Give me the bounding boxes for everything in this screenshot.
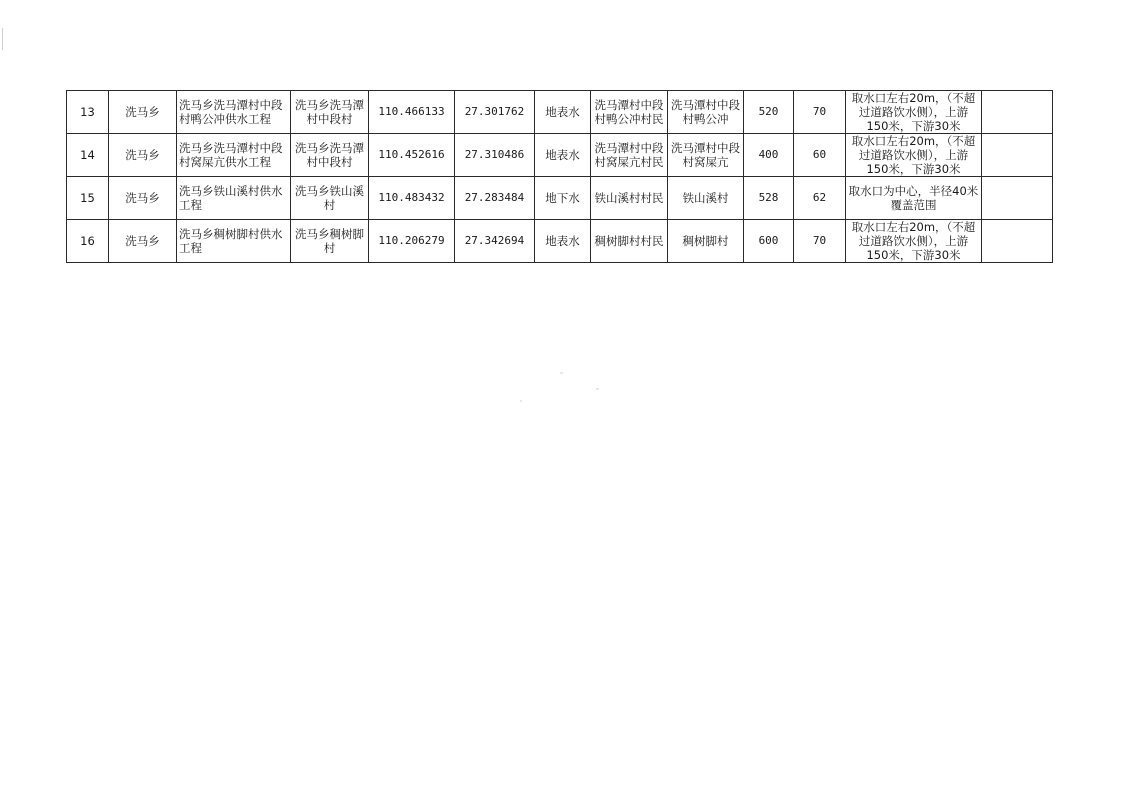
cell-served: 洗马潭村中段村窝屎亢村民 [591, 134, 668, 177]
cell-village: 铁山溪村 [668, 177, 744, 220]
cell-no: 16 [67, 220, 109, 263]
table-body [67, 91, 1053, 263]
cell-value-b: 70 [794, 220, 846, 263]
table-row [67, 220, 1053, 263]
scan-edge-mark [2, 28, 3, 50]
cell-value-b: 62 [794, 177, 846, 220]
cell-protection: 取水口为中心，半径40米覆盖范围 [846, 177, 982, 220]
cell-served: 稠树脚村村民 [591, 220, 668, 263]
cell-township: 洗马乡 [109, 177, 177, 220]
cell-value-a: 400 [744, 134, 794, 177]
cell-project: 洗马乡洗马潭村中段村窝屎亢供水工程 [177, 134, 291, 177]
cell-longitude: 110.206279 [369, 220, 455, 263]
cell-no: 14 [67, 134, 109, 177]
cell-value-a: 528 [744, 177, 794, 220]
cell-served: 铁山溪村村民 [591, 177, 668, 220]
water-source-table [66, 90, 1053, 263]
cell-township: 洗马乡 [109, 91, 177, 134]
cell-longitude: 110.452616 [369, 134, 455, 177]
cell-water-type: 地表水 [535, 220, 591, 263]
cell-water-type: 地表水 [535, 134, 591, 177]
table-row [67, 134, 1053, 177]
cell-village: 洗马潭村中段村窝屎亢 [668, 134, 744, 177]
cell-value-b: 70 [794, 91, 846, 134]
cell-location: 洗马乡铁山溪村 [291, 177, 369, 220]
cell-township: 洗马乡 [109, 220, 177, 263]
table-row [67, 91, 1053, 134]
cell-protection: 取水口左右20m，（不超过道路饮水侧），上游150米，下游30米 [846, 134, 982, 177]
cell-longitude: 110.466133 [369, 91, 455, 134]
table-row [67, 177, 1053, 220]
cell-latitude: 27.301762 [455, 91, 535, 134]
cell-township: 洗马乡 [109, 134, 177, 177]
cell-value-b: 60 [794, 134, 846, 177]
cell-remark [982, 91, 1053, 134]
cell-value-a: 600 [744, 220, 794, 263]
cell-protection: 取水口左右20m，（不超过道路饮水侧），上游150米，下游30米 [846, 91, 982, 134]
cell-remark [982, 134, 1053, 177]
cell-project: 洗马乡铁山溪村供水工程 [177, 177, 291, 220]
cell-project: 洗马乡洗马潭村中段村鸭公冲供水工程 [177, 91, 291, 134]
cell-location: 洗马乡稠树脚村 [291, 220, 369, 263]
cell-longitude: 110.483432 [369, 177, 455, 220]
cell-latitude: 27.310486 [455, 134, 535, 177]
cell-latitude: 27.342694 [455, 220, 535, 263]
cell-remark [982, 220, 1053, 263]
cell-no: 13 [67, 91, 109, 134]
cell-value-a: 520 [744, 91, 794, 134]
cell-project: 洗马乡稠树脚村供水工程 [177, 220, 291, 263]
cell-water-type: 地下水 [535, 177, 591, 220]
cell-no: 15 [67, 177, 109, 220]
cell-water-type: 地表水 [535, 91, 591, 134]
scan-speck [596, 388, 599, 390]
cell-location: 洗马乡洗马潭村中段村 [291, 91, 369, 134]
scan-speck [520, 400, 522, 402]
cell-protection: 取水口左右20m，（不超过道路饮水侧），上游150米，下游30米 [846, 220, 982, 263]
scan-speck [560, 372, 563, 374]
cell-village: 洗马潭村中段村鸭公冲 [668, 91, 744, 134]
cell-latitude: 27.283484 [455, 177, 535, 220]
cell-remark [982, 177, 1053, 220]
cell-village: 稠树脚村 [668, 220, 744, 263]
cell-served: 洗马潭村中段村鸭公冲村民 [591, 91, 668, 134]
cell-location: 洗马乡洗马潭村中段村 [291, 134, 369, 177]
